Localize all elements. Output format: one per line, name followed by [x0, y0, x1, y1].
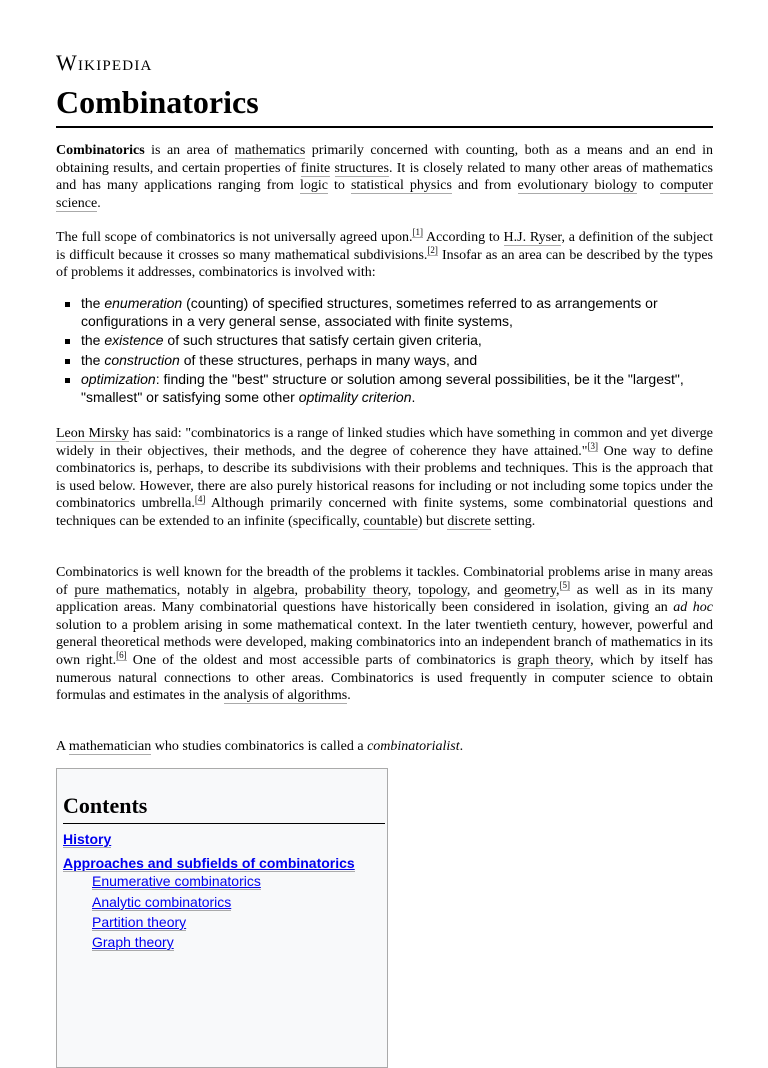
reference-link[interactable]: [3]	[587, 440, 599, 451]
reference-2[interactable]	[427, 245, 438, 256]
link-algebra[interactable]: algebra	[253, 582, 295, 598]
text: (counting) of specified structures, sometimes referred to as arrangements or configurations in a very general sense, associated with finite systems,	[81, 295, 658, 329]
toc-item-enumerative[interactable]: Enumerative combinatorics	[92, 873, 261, 889]
text: Insofar as an area can be described by the types of problems it addresses, combinatorics is involved with:	[56, 247, 713, 281]
text: Although primarily concerned with finite systems, some combinatorial questions and techniques can be extended to an infinite (specifically,	[56, 496, 713, 529]
text: , and	[466, 582, 505, 598]
mirsky-paragraph	[56, 425, 713, 531]
list-item	[56, 371, 713, 406]
text: One of the oldest and most accessible parts of combinatorics is	[126, 652, 518, 668]
reference-1[interactable]	[412, 227, 423, 238]
reference-4[interactable]	[195, 494, 206, 505]
scope-paragraph	[56, 229, 713, 282]
text: .	[97, 195, 101, 211]
link-evolutionary-biology[interactable]: evolutionary biology	[517, 178, 638, 194]
text: who studies combinatorics is called a	[151, 739, 368, 754]
link-geometry[interactable]: geometry	[504, 582, 557, 598]
text: . It is closely related to many other areas of mathematics and has many applications ranging from	[56, 160, 714, 194]
reference-link[interactable]: [4]	[194, 493, 206, 504]
text: setting.	[490, 513, 536, 529]
link-mathematics[interactable]: mathematics	[234, 143, 306, 158]
link-countable[interactable]: countable	[363, 513, 418, 529]
list-item	[56, 295, 713, 330]
text: .	[459, 739, 464, 754]
link-leon-mirsky[interactable]: Leon Mirsky	[56, 426, 129, 441]
text: is an area of	[144, 143, 235, 158]
text: ,	[294, 582, 305, 598]
link-discrete[interactable]: discrete	[447, 513, 491, 529]
text: .	[411, 388, 416, 405]
emphasis: combinatorialist	[367, 739, 460, 754]
emphasis: optimization	[81, 371, 156, 388]
text: A	[56, 739, 69, 754]
wikipedia-wordmark[interactable]: Wikipedia	[56, 50, 153, 75]
emphasis: existence	[104, 332, 164, 349]
link-pure-mathematics[interactable]: pure mathematics	[74, 582, 177, 598]
text: , which by itself has numerous natural connections to other areas. Combinatorics is used frequently in computer science to obtain formulas and estimates in the	[56, 652, 714, 704]
involvement-list	[56, 295, 713, 409]
reference-6[interactable]	[116, 650, 127, 661]
reference-3[interactable]	[588, 441, 599, 452]
toc-item-approaches[interactable]: Approaches and subfields of combinatorics	[63, 855, 355, 871]
link-probability-theory[interactable]: probability theory	[304, 582, 408, 598]
breadth-paragraph	[56, 564, 713, 705]
text: According to	[422, 230, 504, 245]
list-item	[56, 352, 713, 370]
text: , notably in	[176, 582, 254, 598]
link-analysis-of-algorithms[interactable]: analysis of algorithms	[223, 688, 348, 704]
text: , a definition of the subject is difficult because it crosses so many mathematical subdivisions.	[56, 230, 713, 263]
title-divider	[56, 126, 713, 128]
link-graph-theory[interactable]: graph theory	[517, 652, 591, 668]
toc-divider	[63, 823, 385, 824]
reference-link[interactable]: [5]	[559, 579, 571, 590]
bold-term: Combinatorics	[56, 143, 145, 158]
text: the	[81, 351, 105, 368]
toc-item-partition[interactable]: Partition theory	[92, 914, 187, 930]
emphasis: enumeration	[104, 295, 183, 311]
text: ,	[556, 582, 560, 598]
list-item	[56, 332, 713, 350]
reference-link[interactable]: [2]	[427, 244, 438, 255]
table-of-contents	[56, 768, 388, 1068]
intro-paragraph	[56, 142, 713, 212]
emphasis: ad hoc	[673, 600, 714, 616]
reference-5[interactable]	[560, 580, 571, 591]
text	[330, 161, 334, 176]
text: and from	[451, 178, 518, 194]
toc-item-history[interactable]: History	[63, 831, 112, 847]
link-mathematician[interactable]: mathematician	[68, 739, 152, 754]
text: the	[81, 332, 105, 349]
link-finite[interactable]: finite	[300, 160, 331, 176]
page-title: Combinatorics	[56, 84, 259, 120]
text: One way to define combinatorics is, perhaps, to describe its subdivisions with their problems and techniques. This is the approach that is used below. However, there are also purely historical reasons for including or not including some topics under the combinatorics umbrella.	[56, 443, 713, 512]
toc-item-analytic[interactable]: Analytic combinatorics	[92, 894, 232, 910]
text: of such structures that satisfy certain given criteria,	[163, 332, 482, 349]
emphasis: construction	[104, 351, 180, 368]
text: the	[81, 295, 105, 311]
text: has said: "combinatorics is a range of linked studies which have something in common and yet diverge widely in their objectives, their methods, and the degree of coherence they have attained."	[56, 426, 713, 459]
toc-title: Contents	[63, 793, 148, 818]
link-structures[interactable]: structures	[334, 160, 389, 176]
reference-link[interactable]: [6]	[116, 650, 127, 661]
text: to	[637, 178, 661, 194]
reference-link[interactable]: [1]	[412, 227, 423, 238]
link-hj-ryser[interactable]: H.J. Ryser	[503, 230, 562, 245]
text: ,	[407, 582, 418, 598]
toc-item-graph-theory[interactable]: Graph theory	[92, 934, 174, 950]
link-statistical-physics[interactable]: statistical physics	[350, 178, 452, 194]
emphasis: optimality criterion	[298, 388, 412, 405]
text: to	[327, 178, 351, 194]
text: : finding the "best" structure or solution among several possibilities, be it the "largest", "smallest" or satisfying some other	[81, 371, 684, 405]
text: solution to a problem arising in some mathematical context. In the later twentieth century, however, powerful and general theoretical methods were developed, making combinatorics into an independent branch of mathematics in its own right.	[56, 617, 713, 668]
link-topology[interactable]: topology	[418, 582, 467, 598]
combinatorialist-paragraph	[56, 738, 713, 756]
text: .	[347, 688, 351, 704]
text: as well as in its many application areas. Many combinatorial questions have historically been considered in isolation, giving an	[56, 582, 714, 616]
text: primarily concerned with counting, both as a means and an end in obtaining results, and certain properties of	[56, 143, 713, 176]
link-computer-science[interactable]: computer science	[56, 178, 714, 211]
text: of these structures, perhaps in many ways, and	[179, 351, 478, 368]
text: The full scope of combinatorics is not universally agreed upon.	[56, 230, 413, 245]
text: ) but	[417, 513, 448, 529]
text: Combinatorics is well known for the breadth of the problems it tackles. Combinatorial problems arise in many areas of	[56, 565, 713, 598]
link-logic[interactable]: logic	[299, 178, 328, 194]
